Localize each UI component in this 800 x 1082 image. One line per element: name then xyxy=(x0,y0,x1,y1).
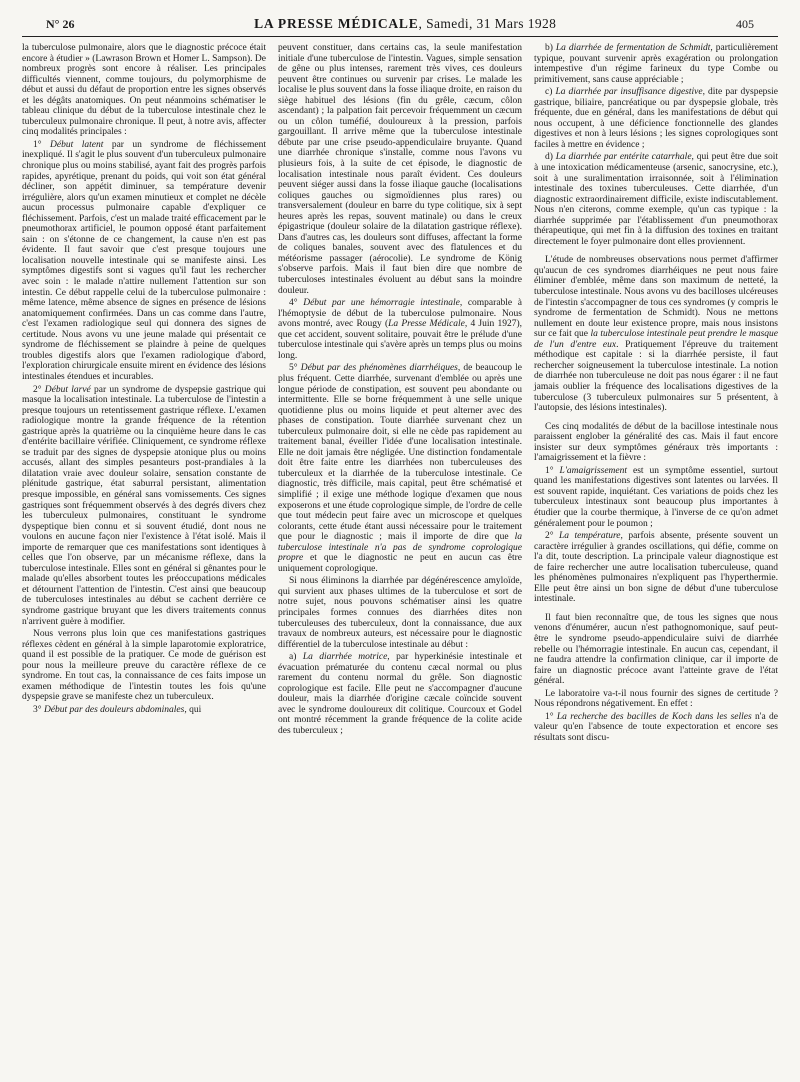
italic-text: La diarrhée motrice xyxy=(302,652,388,663)
running-header xyxy=(22,14,778,37)
text-run: 2° xyxy=(33,384,45,395)
paragraph xyxy=(534,712,778,744)
paragraph xyxy=(534,689,778,710)
paragraph xyxy=(534,255,778,413)
text-run: , de beaucoup le plus fréquent. Cette diarrhée, survenant d'emblée ou après une longue période de constipation, est souvent peu abondante ou intermittente. Elle se borne fréquemment à une selle unique quotidienne plus ou moins liquide et peut alterner avec des phases de constipation. Toute diarrhée survenant chez un tuberculeux pulmonaire doit, si elle ne cède pas rapidement au traitement banal, éveiller l'idée d'une localisation intestinale. Elle ne doit jamais être négligée. Une distinction fondamentale doit être faite entre les diarrhées non tuberculeuses des tuberculeux et la diarrhée de la tuberculose intestinale. Ce diagnostic, très difficile, mais capital, peut être schématisé et simplifié ; il exige une méthode logique d'examen que nous exposerons et une étude coprologique simple, de l'ordre de celle que tout médecin peut faire avec un microscope et quelques colorants, cette étude étant aussi nécessaire pour le traitement que pour le diagnostic ; mais il importe de dire que xyxy=(278,363,522,543)
text-run: la tuberculose pulmonaire, alors que le diagnostic précoce était encore à étudier » (Lawrason Brown et Homer L. Sampson). De nombreux progrès sont encore à réaliser. Les principales difficultés viennent, comme toujours, du polymorphisme de début et aussi du défaut de proportion entre les signes observés et les dégâts anatomiques. On peut néanmoins schématiser le tableau clinique du début de la tuberculose intestinale chez le tuberculeux pulmonaire chronique. Il peut, à notre avis, affecter cinq modalités principales : xyxy=(22,43,266,138)
italic-text: Début par une hémorragie intestinale xyxy=(303,298,460,309)
text-run: , comparable à l'hémoptysie de début de la tuberculose pulmonaire. Nous avons montré, avec Rougy ( xyxy=(278,298,522,330)
paragraph xyxy=(534,152,778,247)
text-run: Il faut bien reconnaître que, de tous les signes que nous venons d'énumérer, aucun n'est pathognomonique, sauf peut-être le syndrome pseudo-appendiculaire suivi de diarrhée rebelle ou l'hémorragie intestinale. En aucun cas, cependant, il ne faudra attendre la confirmation clinique, car il importe de faire un diagnostic précoce avant l'atteinte grave de l'état général. xyxy=(534,612,778,687)
italic-text: Début par des douleurs abdominales xyxy=(43,704,185,715)
paragraph xyxy=(278,43,522,296)
italic-text: Début latent xyxy=(50,139,104,150)
text-run: 5° xyxy=(289,363,301,374)
journal-title xyxy=(254,16,556,32)
paragraph xyxy=(22,705,266,716)
text-run: , particulièrement typique, pouvant survenir après exagération ou prolongation intempestive d'un régime farineux du type Combe ou primitivement, sans cause appréciable ; xyxy=(534,43,778,85)
italic-text: la tuberculose intestinale peut prendre le masque de l'un d'entre eux xyxy=(534,329,779,350)
text-run: n'a de valeur qu'en l'absence de toute expectoration et encore ses résultats sont discu- xyxy=(534,711,778,743)
text-run: , parfois absente, présente souvent un caractère irrégulier à grandes oscillations, qui défie, comme on l'a dit, toute description. La principale valeur diagnostique est de faire rechercher une autre localisation tuberculeuse, quand les phénomènes pulmonaires n'expliquent pas l'hyperthermie. Elle peut être ainsi un bon signe de début d'une tuberculose intestinale. xyxy=(534,531,778,605)
paragraph xyxy=(534,531,778,605)
italic-text: La température xyxy=(558,531,621,542)
italic-text: La Presse Médicale xyxy=(388,319,465,330)
italic-text: La diarrhée de fermentation de Schmidt xyxy=(555,43,711,53)
paragraph xyxy=(534,613,778,687)
text-run: 4° xyxy=(289,298,304,309)
issue-number: N° 26 xyxy=(46,17,75,31)
text-run: , qui xyxy=(184,704,202,715)
text-run: et que le diagnostic ne peut en aucun cas être uniquement coprologique. xyxy=(278,553,522,574)
text-run: a) xyxy=(289,652,303,663)
text-run: par un syndrome de fléchissement inexpliqué. Il s'agit le plus souvent d'un tuberculeux pulmonaire chronique plus ou moins stabilisé, ayant fait des progrès parfois rapides, apyrétique, prenant du poids, qui voit son état général décliner, son appétit diminuer, sa température devenir irrégulière, alors qu'un examen minutieux et complet ne décèle aucun processus pulmonaire capable d'expliquer ce fléchissement. Parfois, c'est un malade traité efficacement par le pneumothorax artificiel, le poumon opposé étant parfaitement sain : on s'étonne de ce changement, la cause n'en est pas évidente. Il faut savoir que c'est presque toujours une localisation nouvelle intestinale qui se manifeste ainsi. Les symptômes digestifs sont si vagues qu'il faut les rechercher avec soin : le malade n'attire nullement l'attention sur son intestin. Ce début rappelle celui de la tuberculose pulmonaire : même latence, même absence de signes en présence de lésions anatomiquement confirmées. Dans un cas comme dans l'autre, c'est l'examen radiologique seul qui donnera des signes de certitude. Nous avons vu une jeune malade qui présentait ce syndrome de fléchissement se plaindre à peine de quelques troubles digestifs alors que l'examen radiologique d'abord, l'exploration chirurgicale ensuite mirent en évidence des lésions intestinales étendues et incurables. xyxy=(22,139,266,382)
paragraph xyxy=(278,652,522,736)
italic-text: La recherche des bacilles de Koch dans les selles xyxy=(556,711,752,722)
page-number: 405 xyxy=(735,17,754,31)
paragraph xyxy=(22,43,266,138)
paragraph xyxy=(278,363,522,574)
column-right xyxy=(534,43,778,745)
italic-text: Début par des phénomènes diarrhéiques xyxy=(300,363,458,374)
paragraph xyxy=(22,629,266,703)
paragraph xyxy=(534,422,778,464)
text-run: , qui peut être due soit à une intoxication médicamenteuse (arsenic, sanocrysine, etc.), soit à une suralimentation irraisonnée, soit à l'élimination intestinale des toxines tuberculeuses. Cette diarrhée, d'un diagnostic extraordinairement difficile, existe indiscutablement. Nous n'en citerons, comme exemple, qu'un cas typique : la diarrhée supprimée par l'établissement d'un pneumothorax thérapeutique, qui met fin à la diffusion des toxines en traitant directement le foyer pulmonaire dont elles proviennent. xyxy=(534,152,778,247)
text-run: Si nous éliminons la diarrhée par dégénérescence amyloïde, qui survient aux phases ultimes de la tuberculose et sort de notre sujet, nous pouvons schématiser ainsi les quatre principales formes connues des diarrhées dites non tuberculeuses des tuberculeux, dont la connaissance, due aux travaux de nombreux auteurs, est nécessaire pour le diagnostic différentiel de la tuberculose intestinale au début : xyxy=(278,576,522,650)
text-run: 1° xyxy=(545,711,557,722)
italic-text: La diarrhée par entérite catarrhale xyxy=(555,152,692,163)
text-run: 2° xyxy=(545,531,559,542)
text-run: . Pratiquement l'épreuve du traitement méthodique est capitale : si la diarrhée persiste, il faut rechercher soigneusement la tuberculose intestinale. La notion de diarrhée non tuberculeuse ne doit pas nous égarer : il ne faut jamais oublier la fréquence des localisations digestives de la tuberculose (3 tuberculeux pulmonaires sur 5 présentent, à l'autopsie, des lésions intestinales). xyxy=(534,339,778,414)
text-run: c) xyxy=(545,87,556,98)
text-run: par un syndrome de dyspepsie gastrique qui masque la localisation intestinale. La tuberculose de l'intestin a presque toujours un retentissement gastrique réflexe. L'examen radiologique montre la grande fréquence de la rétention gastrique après la quatrième ou la cinquième heure dans le cas d'entérite bacillaire vérifiée. Cliniquement, ce syndrome réflexe se traduit par des signes de dyspepsie atonique plus ou moins accusés, allant des simples pesanteurs post-prandiales à la dilatation vraie avec douleur solaire, sensation constante de plénitude gastrique, état saburral persistant, alimentation presque impossible, en général sans vomissements. Ces signes gastriques sont fréquemment observés à des degrés divers chez les tuberculeux pulmonaires, constituant le syndrome dyspeptique bien connu et si souvent étudié, dont nous ne voulons en aucune façon nier l'existence à l'état isolé. Mais il importe de remarquer que ces manifestations sont identiques à celles que l'on observe, par un mécanisme réflexe, dans la tuberculose intestinale. Elles sont en général si gênantes pour le malade qu'elles absorbent toutes les préoccupations médicales et détournent l'attention de l'intestin. C'est ainsi que beaucoup de tuberculoses intestinales au début se cachent derrière ce syndrome gastrique bruyant que les divers traitements connus n'arrivent guère à modifier. xyxy=(22,384,266,627)
italic-text: La diarrhée par insuffisance digestive xyxy=(555,87,703,98)
text-run: 3° xyxy=(33,704,44,715)
paragraph xyxy=(22,385,266,628)
paragraph xyxy=(278,298,522,361)
text-run: 1° xyxy=(545,465,560,476)
issue-date: , Samedi, 31 Mars 1928 xyxy=(418,16,557,31)
text-run: Ces cinq modalités de début de la bacillose intestinale nous paraissent englober la généralité des cas. Mais il faut encore insister sur deux symptômes généraux très importants : l'amaigrissement et la fièvre : xyxy=(534,421,778,464)
text-run: est un symptôme essentiel, surtout quand les manifestations digestives sont latentes ou larvées. Il est souvent rapide, inquiétant. Ces variations de poids chez les tuberculeux intestinaux sont beaucoup plus importantes à étudier que la courbe thermique, à l'inverse de ce qu'on admet généralement pour le poumon ; xyxy=(534,465,778,529)
text-run: Le laboratoire va-t-il nous fournir des signes de certitude ? Nous répondrons négativement. En effet : xyxy=(534,688,778,710)
text-columns xyxy=(22,43,778,745)
italic-text: L'amaigrissement xyxy=(559,465,628,476)
journal-name: LA PRESSE MÉDICALE xyxy=(254,16,419,31)
text-run: peuvent constituer, dans certains cas, la seule manifestation initiale d'une tuberculose de l'intestin. Vagues, simple sensation de gêne ou plus intenses, rarement très vives, ces douleurs peuvent être continues ou survenir par crises. Le malade les localise le plus souvent dans la fosse iliaque droite, en raison du siège habituel des lésions (fin du grêle, cæcum, côlon ascendant) ; la palpation fait percevoir fréquemment un cæcum ou un côlon tuméfié, douloureux à la pression, parfois gargouillant. Il arrive même que la tuberculose intestinale débute par une crise pseudo-appendiculaire bruyante. Quand une diarrhée chronique s'installe, comme nous l'avons vu plusieurs fois, à la suite de cet épisode, le diagnostic de localisation intestinale nous paraît évident. Ces douleurs peuvent siéger aussi dans la fosse iliaque gauche (localisations coliques gauches ou sigmoïdiennes plus rares) ou transversalement (douleur en barre du type colitique, six à sept heures après les repas, souvent matinale) ou dans le creux épigastrique (douleur solaire de la dilatation gastrique réflexe). Dans d'autres cas, les douleurs sont diffuses, affectant la forme de coliques banales, souvent avec des flatulences et du météorisme passager (aérocolie). Le syndrome de König s'observe parfois. Mais il faut bien dire que nombre de tuberculoses intestinales évoluent au début sans la moindre douleur. xyxy=(278,43,522,296)
text-run: b) xyxy=(545,43,556,53)
paragraph xyxy=(534,43,778,85)
text-run: , dite par dyspepsie gastrique, biliaire, pancréatique ou par dyspepsie globale, très fréquente, due en général, dans les manifestations de début qui nous occupent, à une déficience fonctionnelle des glandes digestives et non à leurs lésions ; les signes coprologiques sont faciles à mettre en évidence ; xyxy=(534,87,778,150)
column-left xyxy=(22,43,266,745)
text-run: Nous verrons plus loin que ces manifestations gastriques réflexes cèdent en général à la simple laparotomie exploratrice, quand il est possible de la pratiquer. Ce mode de guérison est pour nous la meilleure preuve du caractère réflexe de ce syndrome. En tout cas, la connaissance de ces faits impose un examen méthodique de l'intestin toutes les fois qu'une dyspepsie grave se manifeste chez un tuberculeux. xyxy=(22,629,266,703)
text-run: d) xyxy=(545,152,556,163)
italic-text: la tuberculose intestinale n'a pas de syndrome coprologique propre xyxy=(278,532,522,564)
text-run: 1° xyxy=(33,139,51,150)
text-run: L'étude de nombreuses observations nous permet d'affirmer qu'aucun de ces syndromes diarrhéiques ne peut nous faire éliminer d'emblée, même dans son maximum de netteté, la tuberculose intestinale. Nous avons vu des bacilloses ulcéreuses de l'intestin s'accompagner de tous ces syndromes (y compris le syndrome de fermentation de Schmidt). Nous ne mettons nullement en doute leur existence propre, mais nous insistons sur ce fait que xyxy=(534,255,778,340)
paragraph xyxy=(22,140,266,383)
paragraph xyxy=(534,466,778,529)
text-run: , par hyperkinésie intestinale et évacuation prématurée du contenu cæcal normal ou plus rarement du contenu normal du grêle. Son diagnostic coprologique est facile. Elle peut ne s'accompagner d'aucune douleur, mais la diarrhée d'origine cæcale coïncide souvent avec le syndrome douloureux dit colitique. Courcoux et Godel ont montré récemment la grande fréquence de la colite acide des tuberculeux ; xyxy=(278,652,522,736)
column-middle xyxy=(278,43,522,745)
text-run: , 4 Juin 1927), que cet accident, souvent solitaire, pouvait être le prélude d'une tuberculose intestinale qui s'avère après un temps plus ou moins long. xyxy=(278,319,522,361)
paragraph xyxy=(534,87,778,150)
paragraph xyxy=(278,576,522,650)
italic-text: Début larvé xyxy=(44,384,91,395)
